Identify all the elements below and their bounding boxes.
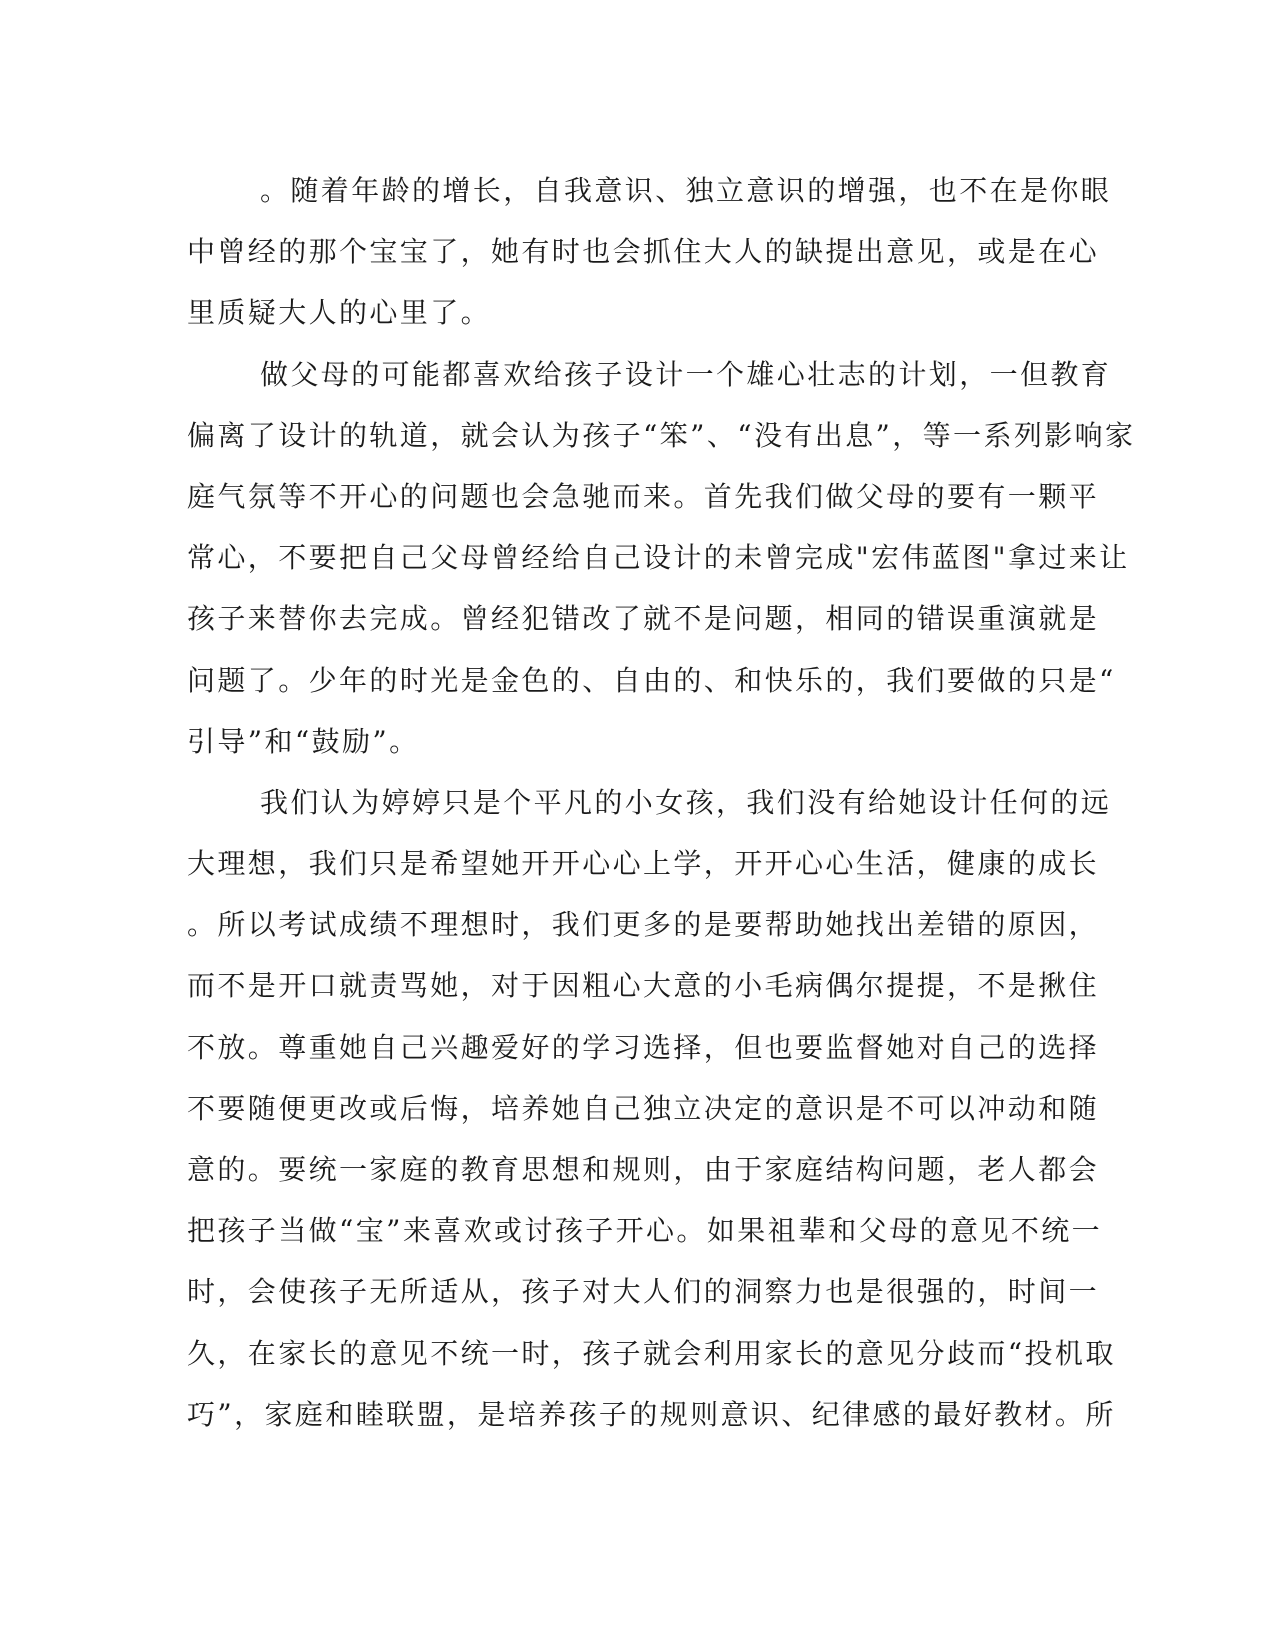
text-line: 大理想，我们只是希望她开开心心上学，开开心心生活，健康的成长 [187, 847, 1100, 881]
text-line: 不要随便更改或后悔，培养她自己独立决定的意识是不可以冲动和随 [187, 1091, 1100, 1125]
text-line: 我们认为婷婷只是个平凡的小女孩，我们没有给她设计任何的远 [260, 785, 1112, 819]
text-line: 时，会使孩子无所适从，孩子对大人们的洞察力也是很强的，时间一 [187, 1275, 1100, 1309]
text-line: 把孩子当做“宝”来喜欢或讨孩子开心。如果祖辈和父母的意见不统一 [187, 1214, 1103, 1248]
text-line: 孩子来替你去完成。曾经犯错改了就不是问题，相同的错误重演就是 [187, 602, 1100, 636]
text-line: 问题了。少年的时光是金色的、自由的、和快乐的，我们要做的只是“ [187, 663, 1116, 697]
text-line: 久，在家长的意见不统一时，孩子就会利用家长的意见分歧而“投机取 [187, 1336, 1116, 1370]
text-line: 巧”，家庭和睦联盟，是培养孩子的规则意识、纪律感的最好教材。所 [187, 1397, 1116, 1431]
text-line: 。所以考试成绩不理想时，我们更多的是要帮助她找出差错的原因， [187, 908, 1100, 942]
text-line: 偏离了设计的轨道，就会认为孩子“笨”、“没有出息”，等一系列影响家 [187, 418, 1136, 452]
text-line: 不放。尊重她自己兴趣爱好的学习选择，但也要监督她对自己的选择 [187, 1030, 1100, 1064]
text-line: 常心，不要把自己父母曾经给自己设计的未曾完成"宏伟蓝图"拿过来让 [187, 541, 1130, 575]
text-line: 引导”和“鼓励”。 [187, 724, 420, 758]
text-line: 庭气氛等不开心的问题也会急驰而来。首先我们做父母的要有一颗平 [187, 479, 1100, 513]
text-line: 做父母的可能都喜欢给孩子设计一个雄心壮志的计划，一但教育 [260, 357, 1112, 391]
text-line: 意的。要统一家庭的教育思想和规则，由于家庭结构问题，老人都会 [187, 1153, 1100, 1186]
text-line: 中曾经的那个宝宝了，她有时也会抓住大人的缺提出意见，或是在心 [187, 235, 1100, 269]
body-text [187, 160, 1136, 1445]
text-line: 里质疑大人的心里了。 [187, 296, 492, 330]
text-line: 而不是开口就责骂她，对于因粗心大意的小毛病偶尔提提，不是揪住 [187, 969, 1100, 1003]
text-line: 。随着年龄的增长，自我意识、独立意识的增强，也不在是你眼 [260, 174, 1112, 207]
